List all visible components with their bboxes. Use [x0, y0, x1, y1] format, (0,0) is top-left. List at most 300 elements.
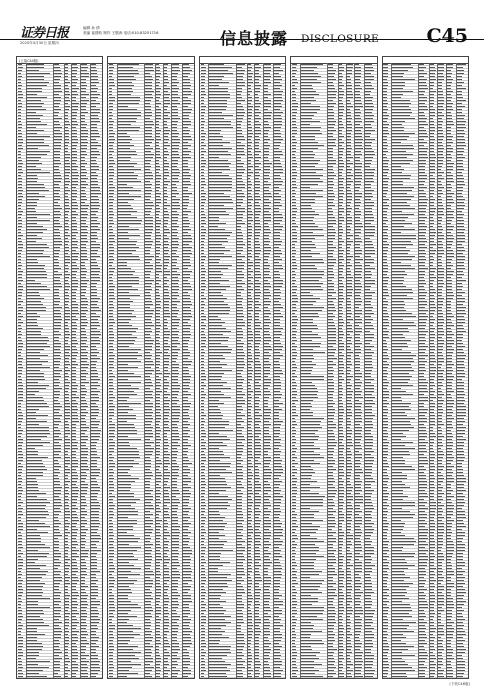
table-cell-text — [274, 370, 282, 371]
table-cell-text — [247, 316, 251, 317]
table-cell-text — [339, 103, 343, 104]
table-cell-text — [274, 424, 281, 425]
table-cell-text — [156, 313, 160, 314]
table-cell-text — [81, 250, 87, 251]
table-cell-text — [182, 574, 191, 575]
table-cell-text — [346, 163, 352, 164]
table-cell-text — [81, 463, 88, 464]
table-cell-text — [81, 643, 89, 644]
table-cell-text — [65, 67, 69, 68]
table-cell-text — [145, 313, 154, 314]
table-cell-text — [109, 169, 113, 170]
table-cell-text — [209, 592, 226, 593]
table-cell-text — [145, 163, 150, 164]
table-cell-text — [145, 493, 151, 494]
table-cell-text — [182, 193, 192, 194]
table-cell-text — [264, 331, 269, 332]
table-cell-text — [145, 157, 153, 158]
table-cell-text — [365, 304, 371, 305]
table-cell-text — [164, 247, 169, 248]
table-cell-text — [236, 289, 243, 290]
table-cell-text — [172, 97, 180, 98]
table-cell-text — [236, 229, 241, 230]
table-cell-text — [346, 124, 351, 125]
table-cell-text — [156, 169, 160, 170]
table-cell-text — [72, 391, 76, 392]
table-cell-text — [54, 622, 63, 623]
table-cell-text — [264, 76, 271, 77]
table-cell-text — [109, 394, 113, 395]
table-cell-text — [255, 139, 260, 140]
table-cell-text — [164, 508, 170, 509]
table-cell-text — [172, 193, 179, 194]
table-cell-text — [201, 676, 204, 677]
table-cell-text — [209, 433, 219, 434]
table-cell-text — [355, 124, 360, 125]
table-cell-text — [236, 211, 245, 212]
table-cell-text — [365, 142, 371, 143]
table-cell-text — [118, 64, 140, 65]
table-cell-text — [18, 199, 22, 200]
table-cell-text — [274, 550, 281, 551]
table-cell-text — [26, 97, 46, 98]
table-cell-text — [236, 625, 241, 626]
table-cell-text — [109, 421, 112, 422]
table-cell-text — [182, 415, 188, 416]
table-cell-text — [18, 559, 23, 560]
table-cell-text — [274, 160, 280, 161]
table-cell-text — [264, 304, 270, 305]
table-cell-text — [26, 406, 49, 407]
table-cell-text — [91, 289, 97, 290]
table-cell-text — [264, 313, 272, 314]
table-cell-text — [54, 250, 60, 251]
table-cell-text — [72, 214, 77, 215]
table-cell-text — [274, 406, 279, 407]
table-cell-text — [292, 178, 296, 179]
table-cell-text — [118, 649, 133, 650]
table-cell-text — [264, 250, 271, 251]
table-cell-text — [65, 487, 70, 488]
table-cell-text — [255, 577, 260, 578]
table-cell-text — [209, 595, 221, 596]
table-cell-text — [328, 184, 334, 185]
table-cell-text — [18, 235, 23, 236]
table-cell-text — [209, 499, 232, 500]
table-cell-text — [54, 127, 62, 128]
table-cell-text — [65, 574, 69, 575]
table-cell-text — [236, 421, 243, 422]
table-cell-text — [156, 619, 161, 620]
table-cell-text — [91, 583, 96, 584]
table-cell-text — [209, 535, 225, 536]
table-cell-text — [18, 67, 23, 68]
table-cell-text — [365, 328, 374, 329]
table-cell-text — [255, 244, 260, 245]
table-cell-text — [255, 127, 260, 128]
table-cell-text — [355, 238, 361, 239]
table-cell-text — [339, 127, 344, 128]
table-cell-text — [274, 115, 281, 116]
table-cell-text — [264, 151, 269, 152]
table-cell-text — [365, 97, 372, 98]
table-cell-text — [91, 142, 98, 143]
table-cell-text — [182, 367, 187, 368]
table-cell-text — [182, 223, 190, 224]
table-cell-text — [255, 217, 259, 218]
table-cell-text — [54, 256, 60, 257]
table-cell-text — [236, 274, 244, 275]
table-cell-text — [164, 322, 169, 323]
table-cell-text — [81, 82, 86, 83]
table-cell-text — [264, 163, 272, 164]
table-cell-text — [81, 223, 86, 224]
table-cell-text — [255, 424, 259, 425]
table-cell-text — [365, 229, 375, 230]
table-cell-text — [209, 472, 232, 473]
table-cell-text — [72, 340, 77, 341]
table-cell-text — [109, 160, 114, 161]
table-cell-text — [54, 586, 60, 587]
table-cell-text — [18, 247, 23, 248]
table-cell-text — [145, 133, 152, 134]
table-cell-text — [164, 517, 170, 518]
table-cell-text — [54, 433, 61, 434]
table-cell-text — [26, 376, 43, 377]
table-cell-text — [339, 133, 342, 134]
table-cell-text — [81, 496, 86, 497]
table-cell-text — [18, 367, 23, 368]
table-cell-text — [182, 211, 191, 212]
table-cell-text — [264, 511, 271, 512]
table-cell-text — [54, 652, 62, 653]
table-cell-text — [264, 148, 270, 149]
table-cell-text — [26, 190, 49, 191]
table-cell-text — [201, 196, 206, 197]
table-cell-text — [247, 202, 250, 203]
table-cell-text — [54, 475, 59, 476]
table-cell-text — [54, 139, 63, 140]
table-cell-text — [156, 628, 160, 629]
table-cell-text — [172, 214, 179, 215]
table-cell-text — [182, 436, 189, 437]
table-cell-text — [91, 82, 99, 83]
table-cell-text — [292, 244, 295, 245]
table-cell-text — [301, 247, 317, 248]
table-cell-text — [201, 112, 205, 113]
table-cell-text — [109, 412, 114, 413]
table-cell-text — [355, 319, 362, 320]
table-cell-text — [292, 115, 296, 116]
table-cell-text — [236, 346, 243, 347]
table-cell-text — [109, 148, 113, 149]
table-cell-text — [118, 193, 129, 194]
table-cell-text — [182, 670, 190, 671]
table-cell-text — [164, 355, 170, 356]
table-cell-text — [255, 625, 259, 626]
table-cell-text — [346, 67, 352, 68]
table-cell-text — [91, 625, 97, 626]
table-cell-text — [301, 100, 316, 101]
table-cell-text — [255, 106, 260, 107]
table-cell-text — [156, 79, 159, 80]
table-cell-text — [255, 88, 260, 89]
table-cell-text — [201, 268, 205, 269]
table-cell-text — [236, 178, 241, 179]
table-cell-text — [209, 664, 231, 665]
table-cell-text — [209, 418, 222, 419]
table-cell-text — [54, 466, 62, 467]
table-cell-text — [81, 337, 87, 338]
newspaper-logo: 证券日报 — [20, 26, 69, 41]
table-cell-text — [65, 628, 69, 629]
table-cell-text — [26, 595, 42, 596]
table-cell-text — [339, 208, 344, 209]
table-cell-text — [145, 337, 151, 338]
table-cell-text — [209, 262, 219, 263]
table-cell-text — [274, 445, 281, 446]
table-cell-text — [301, 151, 314, 152]
table-cell-text — [201, 205, 205, 206]
table-cell-text — [346, 148, 351, 149]
table-cell-text — [339, 277, 344, 278]
table-cell-text — [182, 82, 189, 83]
table-cell-text — [247, 325, 251, 326]
table-cell-text — [255, 76, 261, 77]
table-cell-text — [172, 100, 178, 101]
table-cell-text — [365, 280, 375, 281]
table-cell-text — [274, 505, 280, 506]
table-cell-text — [164, 532, 169, 533]
table-cell-text — [26, 631, 37, 632]
table-cell-text — [201, 79, 205, 80]
table-cell-text — [264, 118, 271, 119]
table-cell-text — [81, 520, 88, 521]
table-cell-text — [328, 85, 334, 86]
table-cell-text — [18, 430, 23, 431]
table-cell-text — [164, 304, 169, 305]
table-cell-text — [247, 568, 251, 569]
table-cell-text — [54, 658, 63, 659]
table-cell-text — [91, 190, 100, 191]
table-cell-text — [346, 76, 350, 77]
table-cell-text — [91, 565, 97, 566]
table-cell-text — [164, 142, 168, 143]
table-cell-text — [91, 367, 96, 368]
table-cell-text — [18, 355, 21, 356]
table-cell-text — [72, 676, 76, 677]
table-cell-text — [109, 403, 112, 404]
table-cell-text — [255, 466, 258, 467]
table-cell-text — [164, 667, 168, 668]
table-cell-text — [346, 238, 350, 239]
table-cell-text — [328, 283, 334, 284]
table-cell-text — [201, 352, 206, 353]
table-cell-text — [164, 631, 169, 632]
table-cell-text — [274, 130, 280, 131]
table-cell-text — [145, 130, 152, 131]
table-cell-text — [156, 358, 160, 359]
table-cell-text — [274, 448, 280, 449]
table-cell-text — [201, 160, 206, 161]
table-cell-text — [264, 271, 271, 272]
table-cell-text — [91, 157, 97, 158]
table-cell-text — [164, 385, 169, 386]
table-cell-text — [72, 166, 78, 167]
table-cell-text — [172, 382, 178, 383]
table-cell-text — [339, 232, 343, 233]
table-cell-text — [346, 199, 352, 200]
table-cell-text — [118, 529, 134, 530]
table-cell-text — [65, 136, 69, 137]
table-cell-text — [209, 376, 222, 377]
table-cell-text — [54, 271, 59, 272]
table-cell-text — [109, 331, 112, 332]
table-cell-text — [328, 250, 335, 251]
table-cell-text — [209, 415, 223, 416]
table-cell-text — [91, 388, 97, 389]
table-cell-text — [172, 394, 178, 395]
table-cell-text — [164, 511, 168, 512]
table-cell-text — [247, 382, 250, 383]
table-cell-text — [264, 322, 271, 323]
table-cell-text — [26, 310, 46, 311]
table-cell-text — [118, 547, 141, 548]
table-cell-text — [81, 196, 86, 197]
table-cell-text — [81, 448, 88, 449]
table-cell-text — [264, 292, 271, 293]
table-cell-text — [91, 238, 98, 239]
table-cell-text — [355, 154, 362, 155]
table-cell-text — [118, 478, 139, 479]
table-cell-text — [18, 469, 22, 470]
table-cell-text — [236, 304, 241, 305]
table-cell-text — [236, 601, 242, 602]
table-cell-text — [54, 214, 61, 215]
table-cell-text — [65, 514, 70, 515]
table-cell-text — [301, 208, 313, 209]
table-cell-text — [301, 103, 311, 104]
table-cell-text — [81, 163, 87, 164]
table-cell-text — [264, 307, 269, 308]
table-cell-text — [118, 607, 141, 608]
table-cell-text — [274, 607, 279, 608]
table-cell-text — [292, 316, 297, 317]
table-cell-text — [247, 658, 251, 659]
table-cell-text — [156, 286, 161, 287]
table-cell-text — [109, 442, 114, 443]
table-cell-text — [365, 307, 373, 308]
table-cell-text — [72, 112, 77, 113]
table-cell-text — [255, 595, 260, 596]
table-cell-text — [164, 592, 168, 593]
table-cell-text — [26, 364, 41, 365]
table-cell-text — [255, 415, 261, 416]
table-cell-text — [209, 70, 228, 71]
table-cell-text — [91, 169, 99, 170]
table-cell-text — [236, 79, 242, 80]
table-cell-text — [328, 175, 336, 176]
table-cell-text — [109, 187, 115, 188]
table-cell-text — [156, 250, 160, 251]
table-cell-text — [145, 187, 151, 188]
table-cell-text — [26, 292, 39, 293]
table-cell-text — [26, 181, 37, 182]
table-cell-text — [26, 298, 44, 299]
table-cell-text — [145, 181, 150, 182]
table-cell-text — [255, 334, 260, 335]
table-cell-text — [109, 601, 113, 602]
table-cell-text — [164, 544, 169, 545]
table-cell-text — [182, 319, 190, 320]
table-cell-text — [328, 79, 337, 80]
table-cell-text — [81, 379, 86, 380]
table-cell-text — [255, 259, 261, 260]
table-cell-text — [26, 625, 48, 626]
table-cell-text — [156, 349, 160, 350]
table-cell-text — [182, 565, 190, 566]
table-cell-text — [72, 496, 78, 497]
table-cell-text — [91, 538, 101, 539]
table-cell-text — [18, 175, 22, 176]
table-cell-text — [182, 577, 191, 578]
table-cell-text — [292, 241, 297, 242]
table-cell-text — [81, 400, 86, 401]
table-cell-text — [301, 76, 321, 77]
table-cell-text — [255, 643, 259, 644]
table-cell-text — [81, 571, 87, 572]
table-cell-text — [65, 352, 70, 353]
table-cell-text — [118, 247, 140, 248]
table-cell-text — [145, 394, 152, 395]
table-cell-text — [54, 316, 61, 317]
table-cell-text — [156, 289, 159, 290]
table-cell-text — [209, 616, 231, 617]
table-cell-text — [54, 568, 59, 569]
table-cell-text — [209, 358, 225, 359]
table-cell-text — [18, 439, 23, 440]
table-cell-text — [72, 244, 76, 245]
table-cell-text — [292, 163, 297, 164]
table-cell-text — [145, 430, 152, 431]
table-cell-text — [109, 157, 113, 158]
table-cell-text — [339, 229, 343, 230]
table-cell-text — [18, 250, 23, 251]
table-cell-text — [65, 661, 70, 662]
table-cell-text — [274, 418, 280, 419]
table-cell-text — [365, 205, 374, 206]
table-cell-text — [365, 262, 374, 263]
editors-info — [83, 26, 158, 36]
table-cell-text — [172, 196, 176, 197]
table-cell-text — [339, 73, 343, 74]
table-cell-text — [118, 244, 136, 245]
table-cell-text — [118, 253, 133, 254]
table-cell-text — [346, 202, 350, 203]
table-cell-text — [65, 496, 68, 497]
table-cell-text — [109, 82, 114, 83]
table-cell-text — [209, 463, 231, 464]
table-cell-text — [355, 253, 362, 254]
table-cell-text — [72, 253, 78, 254]
table-cell-text — [236, 580, 243, 581]
table-cell-text — [81, 664, 87, 665]
table-cell-text — [18, 139, 23, 140]
table-cell-text — [355, 100, 361, 101]
table-cell-text — [339, 238, 342, 239]
table-cell-text — [164, 202, 168, 203]
table-cell-text — [236, 313, 243, 314]
